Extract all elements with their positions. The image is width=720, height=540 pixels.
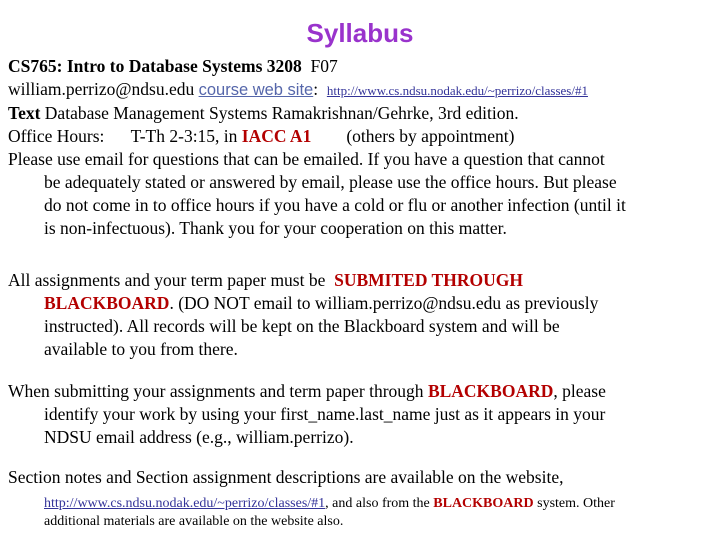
section-notes-line-2 xyxy=(8,495,714,513)
course-site-link[interactable]: course web site xyxy=(198,81,314,99)
submitting-paragraph xyxy=(8,380,714,449)
course-term: F07 xyxy=(310,56,338,76)
office-hours-line xyxy=(8,125,714,148)
assignments-paragraph xyxy=(8,269,714,361)
submitting-after-emph: , please xyxy=(553,381,606,401)
section-notes-mid: , and also from the xyxy=(325,496,430,511)
office-room: IACC A1 xyxy=(241,126,312,146)
office-note: (others by appointment) xyxy=(346,126,515,146)
assignments-intro: All assignments and your term paper must be xyxy=(8,270,326,290)
section-notes-after-emph: system. Other xyxy=(537,496,615,511)
submitting-emph: BLACKBOARD xyxy=(427,381,554,401)
assignments-line-4: available to you from there. xyxy=(44,339,238,359)
text-value: Database Management Systems Ramakrishnan/Gehrke, 3rd edition. xyxy=(44,103,519,123)
contact-line xyxy=(8,78,714,102)
course-line xyxy=(8,55,714,78)
submitting-line-1 xyxy=(8,380,714,403)
assignments-emph-2: BLACKBOARD xyxy=(44,293,170,313)
email-policy-line-1: Please use email for questions that can be emailed. If you have a question that cannot xyxy=(8,149,605,169)
email-policy-line-3: do not come in to office hours if you have a cold or flu or another infection (until it xyxy=(44,195,626,215)
textbook-line xyxy=(8,102,714,125)
office-time: T-Th 2-3:15, in xyxy=(130,126,238,146)
course-name: CS765: Intro to Database Systems 3208 xyxy=(8,56,302,76)
assignments-line-1 xyxy=(8,269,714,292)
email-policy-line-2: be adequately stated or answered by email, please use the office hours. But please xyxy=(44,172,617,192)
submitting-line-3: NDSU email address (e.g., william.perrizo). xyxy=(44,427,354,447)
assignments-line-3: instructed). All records will be kept on the Blackboard system and will be xyxy=(44,316,560,336)
assignments-line-2 xyxy=(8,292,714,315)
submitting-intro: When submitting your assignments and term paper through xyxy=(8,381,424,401)
page-title: Syllabus xyxy=(306,18,414,48)
section-notes-line-1: Section notes and Section assignment descriptions are available on the website, xyxy=(8,467,564,487)
instructor-email[interactable]: william.perrizo@ndsu.edu xyxy=(8,79,195,99)
section-notes-line-3: additional materials are available on the website also. xyxy=(44,514,344,529)
assignments-emph-1: SUBMITED THROUGH xyxy=(334,270,523,290)
text-label: Text xyxy=(8,103,41,123)
section-notes-paragraph xyxy=(8,466,714,531)
site-colon: : xyxy=(313,79,319,99)
section-notes-url[interactable]: http://www.cs.ndsu.nodak.edu/~perrizo/classes/#1 xyxy=(44,496,326,511)
submitting-line-2: identify your work by using your first_name.last_name just as it appears in your xyxy=(44,404,606,424)
course-info xyxy=(8,55,714,240)
course-site-url[interactable]: http://www.cs.ndsu.nodak.edu/~perrizo/classes/#1 xyxy=(326,83,588,98)
section-notes-emph: BLACKBOARD xyxy=(433,496,534,511)
office-label: Office Hours: xyxy=(8,126,105,146)
email-policy-line-4: is non-infectuous). Thank you for your cooperation on this matter. xyxy=(44,218,507,238)
assignments-after-emph: . (DO NOT email to william.perrizo@ndsu.edu as previously xyxy=(169,293,599,313)
